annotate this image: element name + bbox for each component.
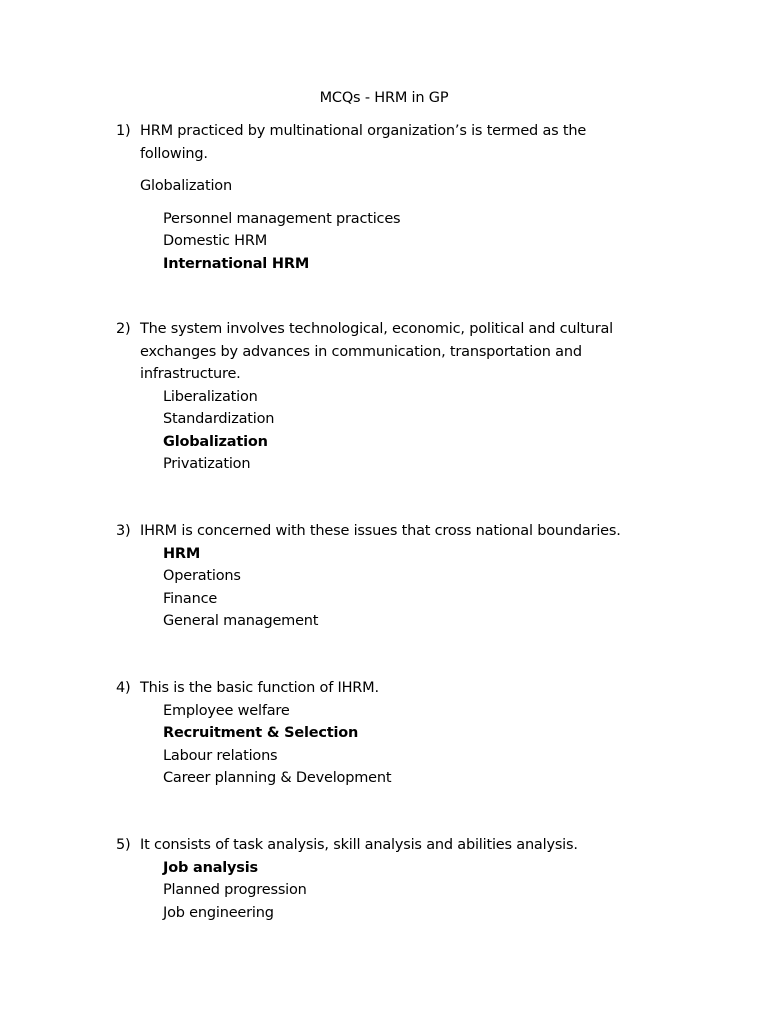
- question-header: [116, 318, 676, 386]
- option: Planned progression: [163, 882, 307, 898]
- option-correct-answer: HRM: [163, 545, 201, 562]
- option: Job engineering: [163, 904, 274, 921]
- question-text-line: exchanges by advances in communication, transportation and: [140, 343, 582, 360]
- option: Liberalization: [163, 388, 258, 405]
- question-text: [140, 318, 676, 386]
- question-text-line: following.: [140, 145, 208, 162]
- option: Career planning & Development: [163, 770, 392, 786]
- question-text-line: The system involves technological, economic, political and cultural: [140, 321, 613, 337]
- options-list: [163, 700, 676, 790]
- option-correct-answer: Globalization: [163, 433, 268, 450]
- question-intro: Globalization: [140, 178, 232, 194]
- option: Operations: [163, 568, 241, 584]
- options-list: [163, 857, 676, 925]
- option: Domestic HRM: [163, 233, 268, 249]
- options-list: [163, 543, 676, 633]
- question-number: 5): [116, 837, 131, 853]
- option: Finance: [163, 590, 218, 607]
- question-text: [140, 120, 676, 165]
- question-text: [140, 677, 676, 700]
- option: Labour relations: [163, 747, 278, 764]
- question-text-line: It consists of task analysis, skill analysis and abilities analysis.: [140, 837, 578, 853]
- question-5: [116, 834, 676, 924]
- question-2: [116, 318, 676, 476]
- question-text-line: IHRM is concerned with these issues that cross national boundaries.: [140, 523, 621, 539]
- question-1: [116, 120, 676, 275]
- question-header: [116, 120, 676, 165]
- question-text: [140, 834, 676, 857]
- question-number: 3): [116, 523, 131, 539]
- question-text-line: This is the basic function of IHRM.: [140, 680, 379, 696]
- document-title: MCQs - HRM in GP: [319, 90, 449, 106]
- option: Privatization: [163, 456, 251, 472]
- option: General management: [163, 613, 319, 629]
- question-header: [116, 834, 676, 857]
- question-number: 4): [116, 680, 131, 696]
- option-correct-answer: International HRM: [163, 255, 310, 272]
- option-correct-answer: Job analysis: [163, 859, 258, 876]
- option: Employee welfare: [163, 702, 290, 719]
- option: Standardization: [163, 411, 275, 427]
- options-list: [163, 386, 676, 476]
- question-header: [116, 520, 676, 543]
- option-correct-answer: Recruitment & Selection: [163, 725, 359, 741]
- option: Personnel management practices: [163, 210, 401, 227]
- options-list: [163, 208, 676, 276]
- question-4: [116, 677, 676, 790]
- question-text: [140, 520, 676, 543]
- question-number: 1): [116, 123, 131, 139]
- question-number: 2): [116, 321, 131, 337]
- question-text-line: HRM practiced by multinational organization’s is termed as the: [140, 123, 587, 139]
- question-header: [116, 677, 676, 700]
- question-text-line: infrastructure.: [140, 366, 241, 382]
- question-3: [116, 520, 676, 633]
